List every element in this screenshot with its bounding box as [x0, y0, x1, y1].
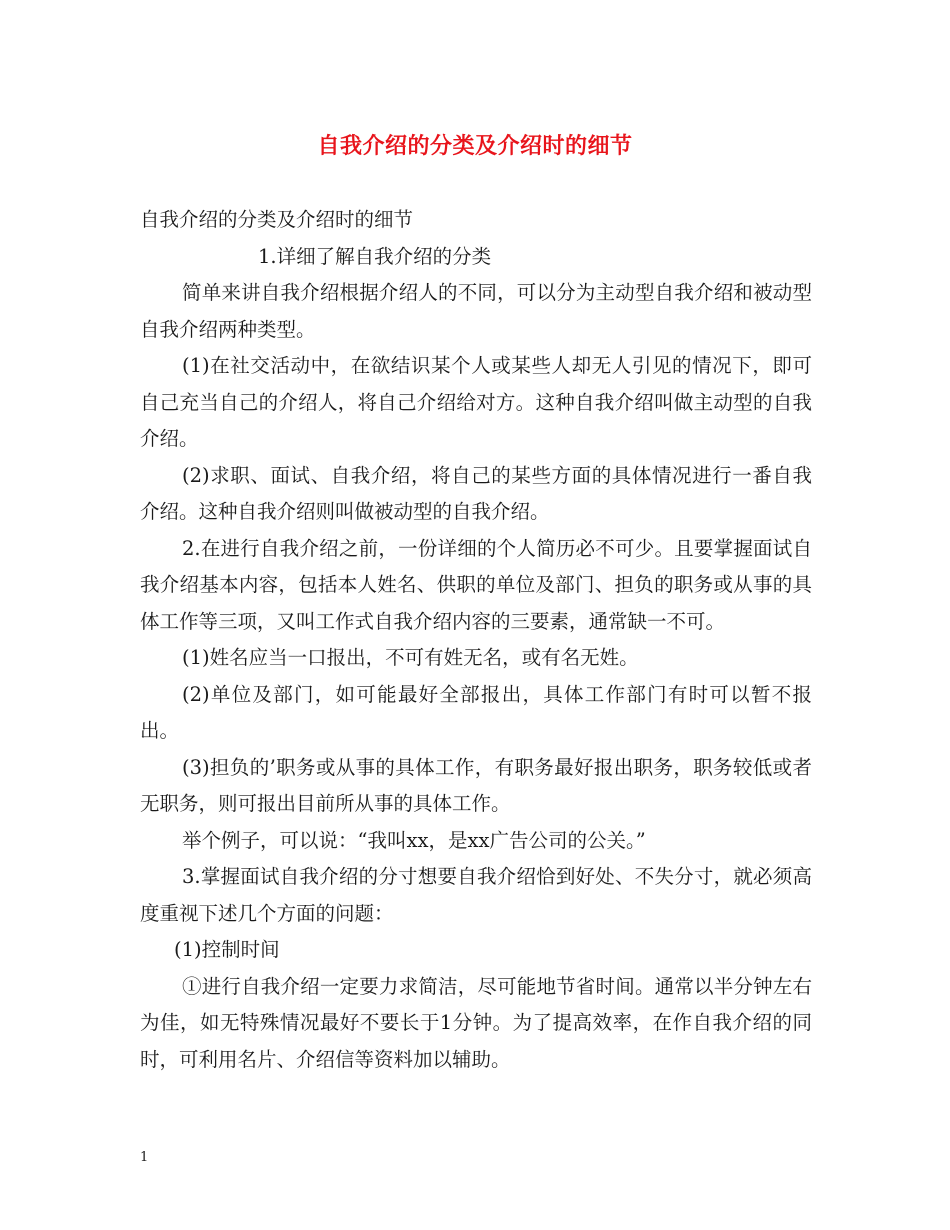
paragraph: (1)控制时间: [174, 938, 280, 961]
paragraph: (2)求职、面试、自我介绍，将自己的某些方面的具体情况进行一番自我介绍。这种自我介绍则叫做被动型的自我介绍。: [140, 463, 812, 523]
paragraph: 举个例子，可以说：“我叫xx，是xx广告公司的公关。”: [182, 828, 646, 852]
document-body: [140, 202, 812, 1078]
paragraph: (1)姓名应当一口报出，不可有姓无名，或有名无姓。: [182, 646, 639, 669]
paragraph: ①进行自我介绍一定要力求简洁，尽可能地节省时间。通常以半分钟左右为佳，如无特殊情况最好不要长于1分钟。为了提高效率，在作自我介绍的同时，可利用名片、介绍信等资料加以辅助。: [140, 974, 812, 1071]
document-title: 自我介绍的分类及介绍时的细节: [317, 134, 633, 159]
paragraph: (2)单位及部门，如可能最好全部报出，具体工作部门有时可以暂不报出。: [140, 682, 812, 742]
paragraph: (3)担负的’职务或从事的具体工作，有职务最好报出职务，职务较低或者无职务，则可报出目前所从事的具体工作。: [140, 755, 812, 815]
paragraph: 3.掌握面试自我介绍的分寸想要自我介绍恰到好处、不失分寸，就必须高度重视下述几个方面的问题：: [140, 865, 812, 925]
paragraph: 简单来讲自我介绍根据介绍人的不同，可以分为主动型自我介绍和被动型自我介绍两种类型。: [140, 281, 812, 341]
paragraph: 2.在进行自我介绍之前，一份详细的个人简历必不可少。且要掌握面试自我介绍基本内容，包括本人姓名、供职的单位及部门、担负的职务或从事的具体工作等三项，又叫工作式自我介绍内容的三要素，通常缺一不可。: [140, 536, 812, 633]
paragraph-section-heading: 1.详细了解自我介绍的分类: [258, 244, 492, 268]
paragraph-subtitle: 自我介绍的分类及介绍时的细节: [140, 208, 414, 231]
page-number: 1: [140, 1150, 149, 1165]
paragraph: (1)在社交活动中，在欲结识某个人或某些人却无人引见的情况下，即可自己充当自己的介绍人，将自己介绍给对方。这种自我介绍叫做主动型的自我介绍。: [140, 354, 812, 450]
